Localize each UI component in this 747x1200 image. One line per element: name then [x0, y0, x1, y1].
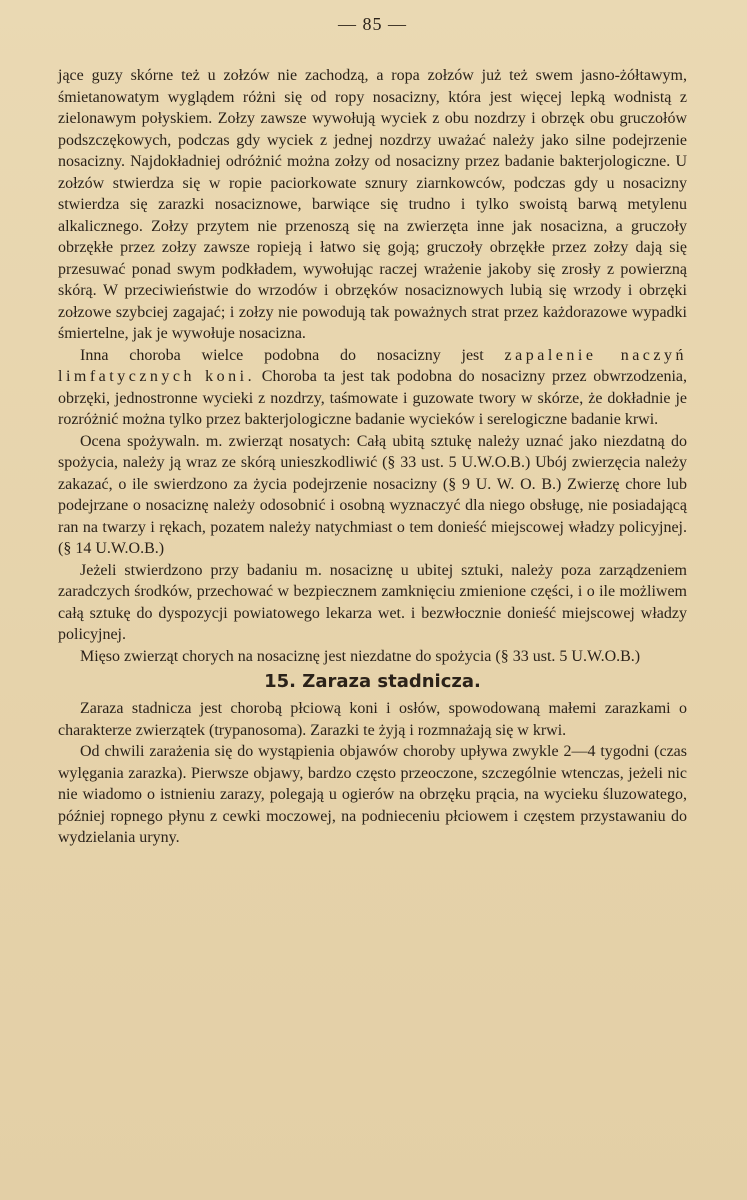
- paragraph-meat-assessment: Ocena spożywaln. m. zwierząt nosatych: Całą ubitą sztukę należy uznać jako niezdatną do spożycia, należy ją wraz ze skórą unieszkodliwić (§ 33 ust. 5 U.W.O.B.) Ubój zwierzęcia należy zakazać, o ile swierdzono za życia podejrzenie nosacizny (§ 9 U. W. O. B.) Zwierzę chore lub podejrzane o nosaciznę należy odosobnić i osobną wyznaczyć dla niego obsługę, nie posiadającą ran na twarzy i rękach, pozatem należy natychmiast o tem donieść miejscowej władzy policyjnej. (§ 14 U.W.O.B.): [58, 432, 687, 557]
- paragraph-lymphangitis: [58, 345, 687, 431]
- paragraph-dourine-definition: Zaraza stadnicza jest chorobą płciową koni i osłów, spowodowaną małemi zarazkami o charakterze zwierzątek (trypanosoma). Zarazki te żyją i rozmnażają się w krwi.: [58, 700, 687, 739]
- paragraph-dourine-symptoms: Od chwili zarażenia się do wystąpienia objawów choroby upływa zwykle 2—4 tygodni (czas wylęgania zarazka). Pierwsze objawy, bardzo często przeoczone, szczególnie wtenczas, jeżeli nic nie wiadomo o istnieniu zarazy, polegają u ogierów na obrzęku prącia, na wycieku śluzowatego, później ropnego płynu z cewki moczowej, na podnieceniu płciowem i częstem przystawaniu do wydzielania uryny.: [58, 743, 687, 846]
- paragraph-slaughter-findings: Jeżeli stwierdzono przy badaniu m. nosaciznę u ubitej sztuki, należy poza zarządzeniem zaradczych środków, przechować w bezpiecznem zamknięciu zmienione części, i o ile możliwem całą sztukę do dyspozycji powiatowego lekarza wet. i bezwłocznie donieść miejscowej władzy policyjnej.: [58, 561, 687, 643]
- paragraph-meat-unfit: Mięso zwierząt chorych na nosaciznę jest niezdatne do spożycia (§ 33 ust. 5 U.W.O.B.): [80, 647, 641, 665]
- page-number: — 85 —: [338, 14, 407, 34]
- term-zapalenie-naczyn: zapalenie naczyń limfatycznych koni.: [58, 346, 688, 385]
- paragraph-zolzy-comparison: jące guzy skórne też u zołzów nie zachodzą, a ropa zołzów już też swem jasno-żółtawym, śmietanowatym wyglądem różni się od ropy nosacizny, która jest więcej lepką wodnistą z zielonawym połyskiem. Zołzy zawsze wywołują wyciek z obu nozdrzy i obrzęk obu gruczołów podszczękowych, podczas gdy wyciek z jednej nozdrzy uważać należy jako silne podejrzenie nosacizny. Najdokładniej odróżnić można zołzy od nosacizny przez badanie bakterjologiczne. U zołzów stwierdza się w ropie paciorkowate sznury ziarnkowców, podczas gdy u nosacizny stwierdza się zarazki nosaciznowe, barwiące się trudno i tylko swoistą barwą metylenu alkalicznego. Zołzy przytem nie przenoszą się na zwierzęta inne jak nosacizna, a gruczoły obrzękłe przez zołzy zawsze ropieją i łatwo się goją; gruczoły obrzękłe przez zołzy dają się przesuwać ponad swym podkładem, wywołując raczej wrażenie jakoby się zrosły z powierzną skórą. W przeciwieństwie do wrzodów i obrzęków nosaciznowych lubią się wrzody i obrzęki zołzowe szybciej zagajać; i zołzy nie powodują tak poważnych strat przez każdorazowe wypadki śmiertelne, jak je wywołuje nosacizna.: [58, 67, 687, 342]
- paragraph-lymphangitis-start: Inna choroba wielce podobna do nosacizny jest: [80, 346, 505, 364]
- section-heading: 15. Zaraza stadnicza.: [264, 671, 481, 692]
- paragraph-lymphangitis-rest: Choroba ta jest tak podobna do nosacizny przez obwrzodzenia, obrzęki, jednostronne wycieki z nozdrzy, taśmowate i guzowate twory w skórze, że dokładnie je rozróżnić można tylko przez bakterjologiczne badanie wycieków i serelogiczne badanie krwi.: [58, 368, 688, 428]
